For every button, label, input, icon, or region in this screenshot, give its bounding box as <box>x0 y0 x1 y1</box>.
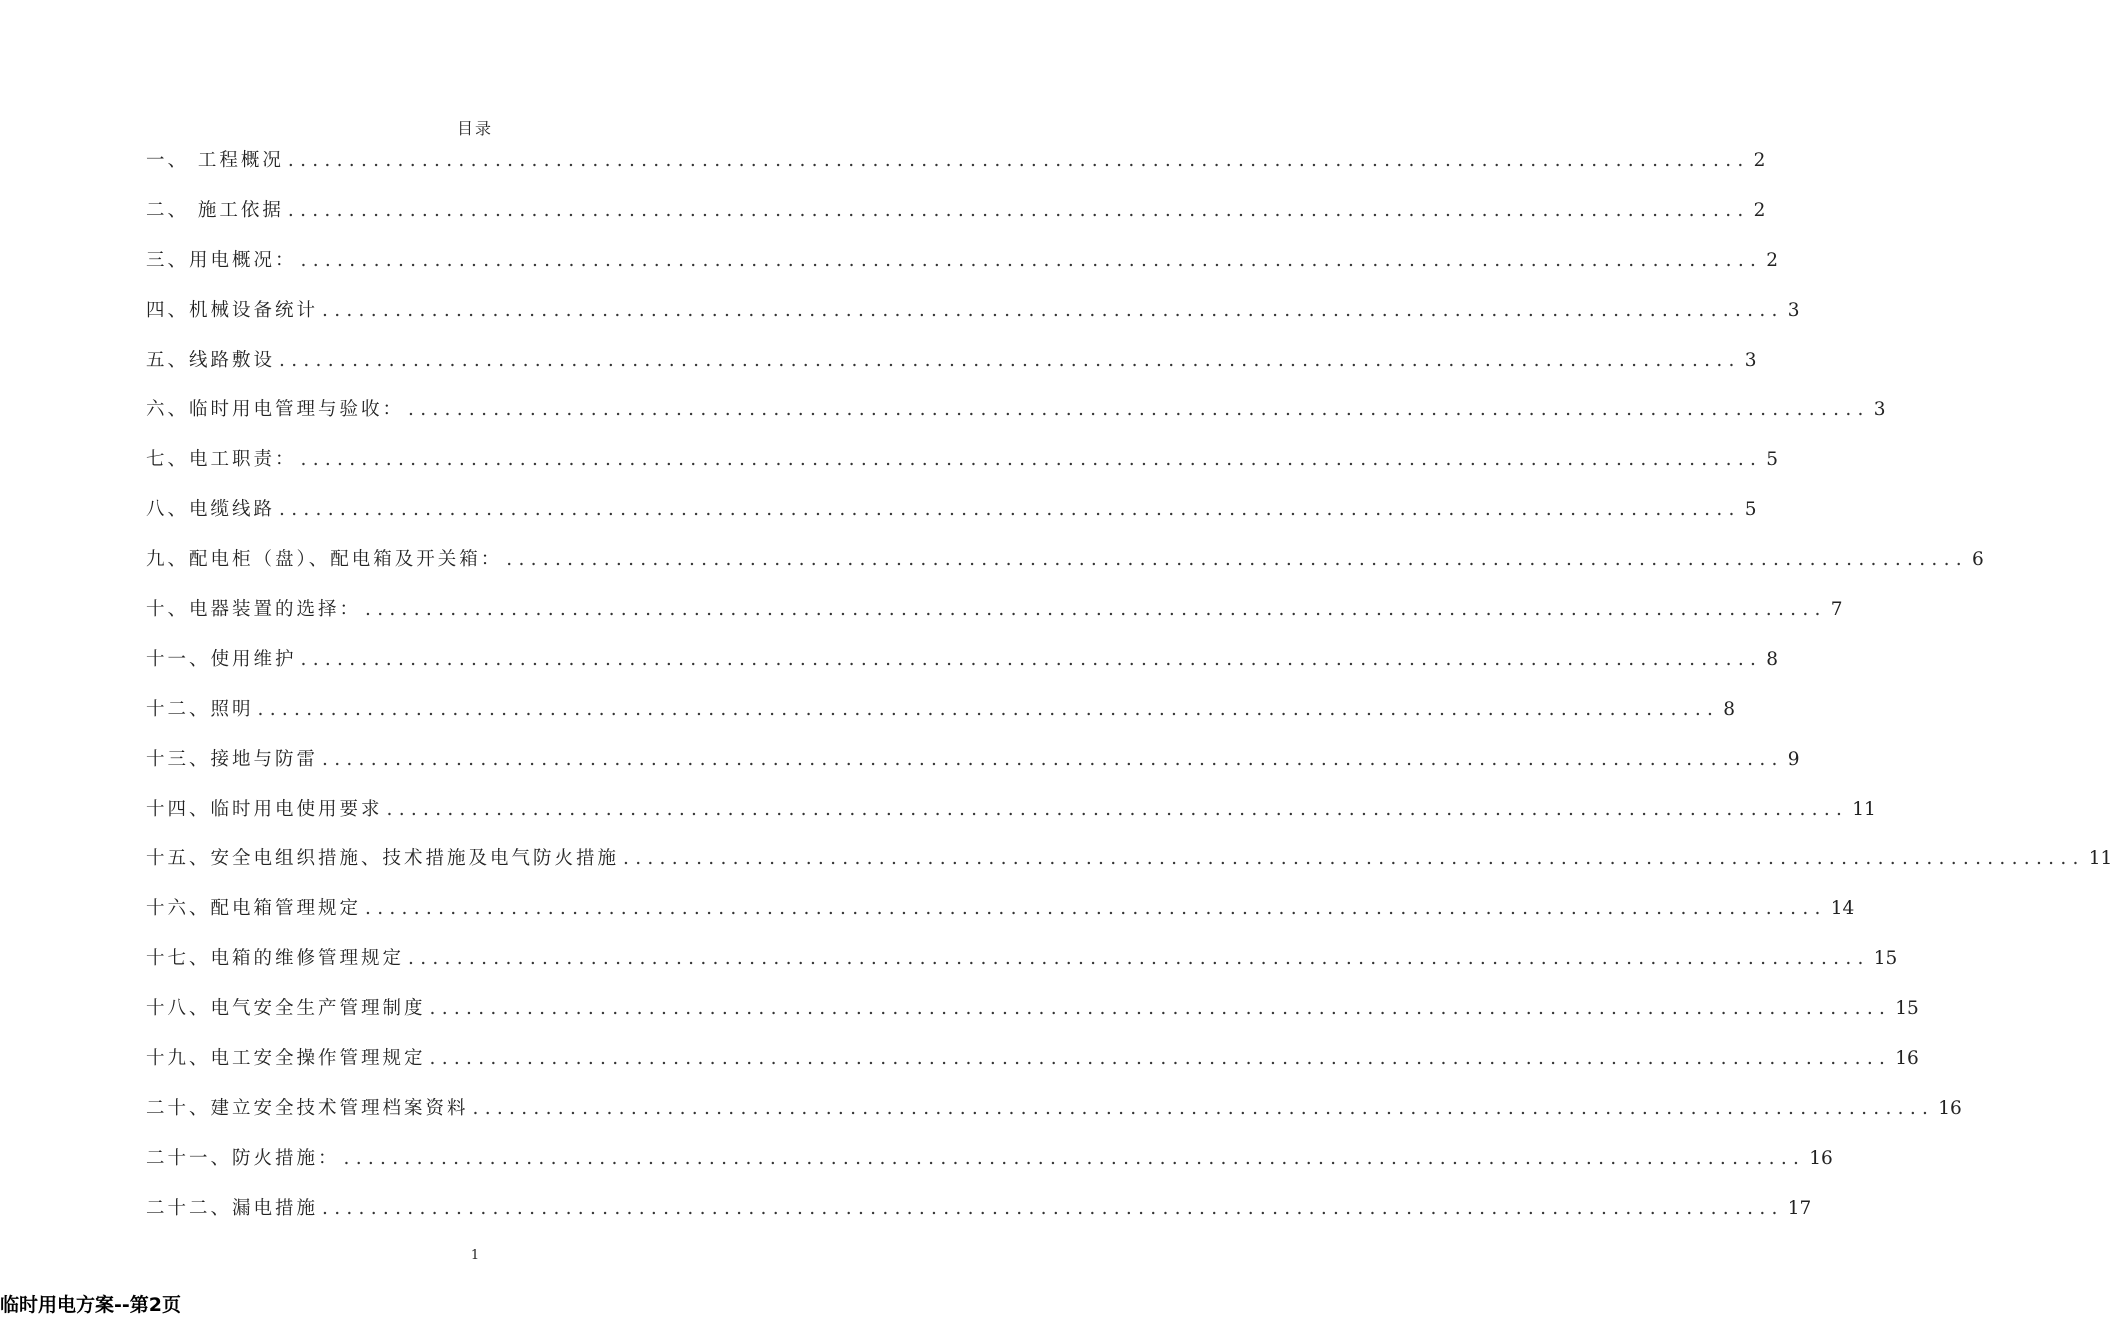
toc-entry-page: 16 <box>1809 1147 1833 1169</box>
toc-entry-page: 2 <box>1753 150 1766 171</box>
toc-entry-label: 十二、照明 <box>146 698 254 720</box>
toc-entry[interactable] <box>146 794 1876 844</box>
toc-entry-page: 3 <box>1787 299 1800 321</box>
toc-entry[interactable] <box>146 444 1778 494</box>
toc-entry-page: 2 <box>1766 249 1778 271</box>
footer-caption: 临时用电方案--第2页 <box>0 1294 181 1316</box>
toc-entry-label: 八、电缆线路 <box>146 499 276 521</box>
toc-entry-page: 5 <box>1766 449 1778 471</box>
toc-entry-label: 二、 施工依据 <box>146 199 284 221</box>
toc-entry-label: 十六、配电箱管理规定 <box>146 898 362 920</box>
toc-entry[interactable] <box>146 544 1984 594</box>
toc-entry-label: 七、电工职责： <box>146 449 297 471</box>
toc-entry[interactable] <box>146 394 1886 444</box>
toc-entry-page: 5 <box>1744 499 1757 521</box>
toc-entry[interactable] <box>146 644 1778 694</box>
toc-entry-page: 11 <box>1852 798 1876 820</box>
toc-entry-page: 16 <box>1938 1097 1962 1119</box>
toc-entry[interactable] <box>146 195 1766 245</box>
toc-entry-page: 6 <box>1971 549 1984 571</box>
toc-entry[interactable] <box>146 295 1800 345</box>
toc-entry[interactable] <box>146 1043 1919 1093</box>
toc-entry[interactable] <box>146 1193 1812 1243</box>
toc-entry-label: 十七、电箱的维修管理规定 <box>146 948 405 970</box>
toc-entry-label: 十一、使用维护 <box>146 648 297 670</box>
toc-entry[interactable] <box>146 245 1778 295</box>
toc-entry[interactable] <box>146 594 1843 644</box>
toc-dot-leader: ........................................................................................................................ <box>343 1147 1806 1169</box>
toc-dot-leader: ........................................................................................................................ <box>429 998 1892 1020</box>
page-number: 1 <box>470 1248 480 1263</box>
toc-entry[interactable] <box>146 893 1855 943</box>
toc-entry[interactable] <box>146 993 1919 1043</box>
toc-entry-label: 一、 工程概况 <box>146 150 284 171</box>
toc-entry-page: 8 <box>1723 698 1735 720</box>
toc-entry-label: 二十二、漏电措施 <box>146 1197 319 1219</box>
toc-entry-page: 17 <box>1787 1197 1812 1219</box>
toc-entry-label: 十五、安全电组织措施、技术措施及电气防火措施 <box>146 848 620 870</box>
toc-entry-label: 三、用电概况： <box>146 249 297 271</box>
toc-dot-leader: ........................................................................................................................ <box>300 449 1763 471</box>
toc-entry-page: 11 <box>2088 848 2112 870</box>
toc-dot-leader: ........................................................................................................................ <box>365 898 1827 920</box>
toc-dot-leader: ........................................................................................................................ <box>386 798 1849 820</box>
toc-entry[interactable] <box>146 494 1757 544</box>
toc-entry[interactable] <box>146 1093 1962 1143</box>
toc-dot-leader: ........................................................................................................................ <box>300 648 1763 670</box>
toc-dot-leader: ........................................................................................................................ <box>408 399 1870 421</box>
toc-dot-leader: ........................................................................................................................ <box>279 499 1741 521</box>
toc-entry-label: 十四、临时用电使用要求 <box>146 798 383 820</box>
toc-entry-label: 十九、电工安全操作管理规定 <box>146 1048 426 1070</box>
toc-entry-label: 二十一、防火措施： <box>146 1147 340 1169</box>
toc-dot-leader: ........................................................................................................................ <box>472 1097 1935 1119</box>
toc-entry-label: 五、线路敷设 <box>146 349 276 371</box>
toc-entry-page: 8 <box>1766 648 1778 670</box>
toc-title: 目录 <box>456 119 493 138</box>
toc-entry[interactable] <box>146 744 1800 794</box>
toc-entry-label: 十八、电气安全生产管理制度 <box>146 998 426 1020</box>
toc-entry-page: 14 <box>1830 898 1855 920</box>
toc-entry-label: 二十、建立安全技术管理档案资料 <box>146 1097 469 1119</box>
toc-dot-leader: ........................................................................................................................ <box>429 1048 1892 1070</box>
toc-entry-page: 9 <box>1787 748 1800 770</box>
toc-entry-page: 15 <box>1895 998 1919 1020</box>
toc-dot-leader: ........................................................................................................................ <box>322 299 1784 321</box>
toc-entry[interactable] <box>146 694 1735 744</box>
toc-entry[interactable] <box>146 843 2112 893</box>
toc-entry-label: 四、机械设备统计 <box>146 299 319 321</box>
toc-entry[interactable] <box>146 943 1898 993</box>
toc-dot-leader: ........................................................................................................................ <box>322 1197 1784 1219</box>
toc-entry-page: 3 <box>1744 349 1757 371</box>
toc-dot-leader: ........................................................................................................................ <box>408 948 1870 970</box>
toc-entry[interactable] <box>146 345 1757 395</box>
toc-entry[interactable] <box>146 1143 1833 1193</box>
toc-dot-leader: ........................................................................................................................ <box>623 848 2085 870</box>
toc-entry-label: 九、配电柜（盘）、配电箱及开关箱： <box>146 549 503 571</box>
toc-dot-leader: ........................................................................................................................ <box>322 748 1784 770</box>
toc-entry-page: 2 <box>1753 199 1766 221</box>
toc-entry[interactable] <box>146 145 1766 195</box>
toc-dot-leader: ........................................................................................................................ <box>287 150 1750 171</box>
toc-entry-page: 3 <box>1873 399 1886 421</box>
toc-entry-page: 16 <box>1895 1048 1919 1070</box>
toc-dot-leader: ........................................................................................................................ <box>365 599 1827 621</box>
toc-entry-label: 六、临时用电管理与验收： <box>146 399 405 421</box>
toc-entry-page: 7 <box>1830 599 1843 621</box>
toc-dot-leader: ........................................................................................................................ <box>257 698 1720 720</box>
toc-dot-leader: ........................................................................................................................ <box>506 549 1968 571</box>
toc-entry-page: 15 <box>1873 948 1898 970</box>
toc-dot-leader: ........................................................................................................................ <box>300 249 1763 271</box>
toc-entry-label: 十三、接地与防雷 <box>146 748 319 770</box>
toc-dot-leader: ........................................................................................................................ <box>279 349 1741 371</box>
toc-entry-label: 十、电器装置的选择： <box>146 599 362 621</box>
table-of-contents <box>146 145 2112 1243</box>
toc-dot-leader: ........................................................................................................................ <box>287 199 1750 221</box>
